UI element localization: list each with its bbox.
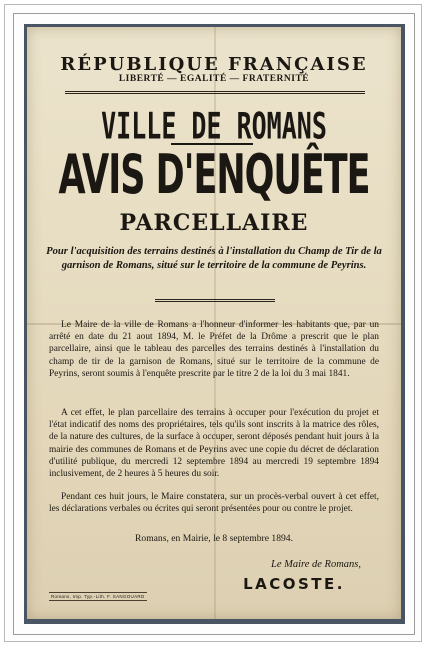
notice-subtitle: PARCELLAIRE bbox=[119, 210, 309, 236]
signature-title: Le Maire de Romans, bbox=[270, 559, 361, 570]
paragraph-procedure: Pendant ces huit jours, le Maire constatera, sur un procès-verbal ouvert à cet effet, les déclarations verbales ou écrites qui seront présentées pour ou contre le projet. bbox=[49, 492, 379, 515]
section-rule bbox=[155, 299, 275, 302]
header-rule bbox=[65, 91, 365, 94]
republic-motto: LIBERTÉ — EGALITÉ — FRATERNITÉ bbox=[118, 74, 310, 84]
intro-text: Pour l'acquisition des terrains destinés à l'installation du Champ de Tir de la garnison de Romans, situé sur le territoire de la commune de Peyrins. bbox=[46, 246, 382, 271]
printer-imprint: Romans, Imp. Typ.-Lith. F. SANGOUARD bbox=[51, 594, 145, 599]
notice-title: AVIS D'ENQUÊTE bbox=[58, 145, 370, 207]
closing-date-line: Romans, en Mairie, le 8 septembre 1894. bbox=[135, 533, 293, 544]
paragraph-deposit: A cet effet, le plan parcellaire des terrains à occuper pour l'exécution du projet et l'état indicatif des noms des propriétaires, tels qu'ils sont inscrits à la matrice des rôles, de la nature des cultures, de la surface à occuper, seront déposés pendant huit jours à la mairie des communes de Romans et de Peyrins avec une copie du décret de déclaration d'utilité publique, du mercredi 12 septembre 1894 au mercredi 19 septembre 1894 inclusivement, de 2 heures à 5 heures du soir. bbox=[49, 408, 379, 480]
paragraph-announcement: Le Maire de la ville de Romans a l'honneur d'informer les habitants que, par un arrêté en date du 21 aout 1894, M. le Préfet de la Drôme a prescrit que le plan parcellaire, ainsi que le tableau des parcelles des terrains destinés à l'installation du champ de tir de la garnison de Romans, situé sur le territoire de la commune de Peyrins, seront soumis à l'enquête prescrite par le titre 2 de la loi du 3 mai 1841. bbox=[49, 320, 379, 379]
republic-heading: RÉPUBLIQUE FRANÇAISE bbox=[60, 54, 368, 75]
town-heading: VILLE DE ROMANS bbox=[101, 105, 327, 148]
signature-name: LACOSTE. bbox=[243, 575, 345, 593]
poster-paper bbox=[27, 27, 401, 619]
